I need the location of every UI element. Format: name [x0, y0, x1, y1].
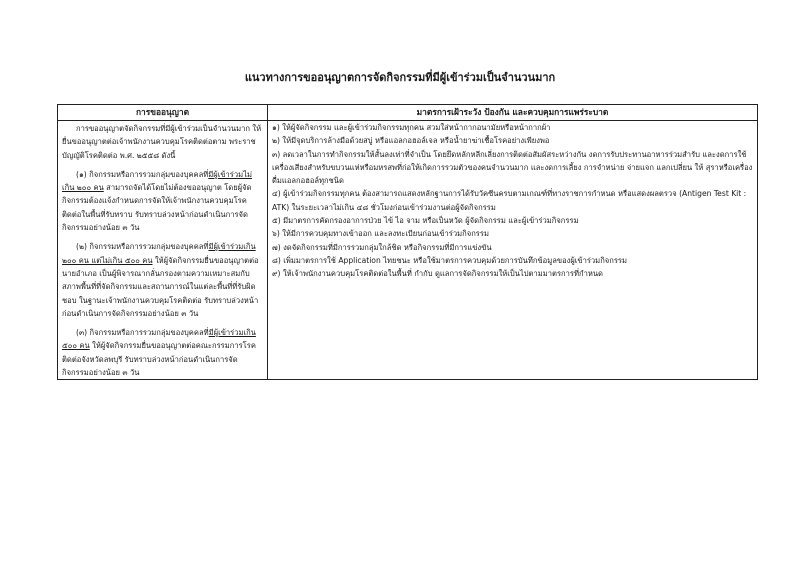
header-permission: การขออนุญาต	[58, 105, 268, 121]
guideline-table	[57, 104, 758, 380]
permission-item-3-limit: มีผู้เข้าร่วมเกิน ๕๐๐ คน	[62, 328, 256, 351]
permission-item-3	[62, 326, 263, 379]
measure-item-3: ๓) ลดเวลาในการทำกิจกรรมให้สั้นลงเท่าที่จำเป็น โดยยึดหลักหลีกเลี่ยงการติดต่อสัมผัสระหว่างกัน งดการรับประทานอาหารร่วมสำรับ และงดการใช้เครื่องเสียงสำหรับขบวนแห่หรือมหรสพที่ก่อให้เกิดการรวมตัวของคนจำนวนมาก และงดการเลี้ยง การจำหน่าย จ่ายแจก แลกเปลี่ยน ให้ สุราหรือเครื่องดื่มแอลกอฮอล์ทุกชนิด	[272, 149, 753, 186]
measure-item-1: ๑) ให้ผู้จัดกิจกรรม และผู้เข้าร่วมกิจกรรมทุกคน สวมใส่หน้ากากอนามัยหรือหน้ากากผ้า	[272, 123, 551, 132]
permission-item-3-post: ให้ผู้จัดกิจกรรมยื่นขออนุญาตต่อคณะกรรมการโรคติดต่อจังหวัดลพบุรี รับทราบล่วงหน้าก่อนดำเนินการจัดกิจกรรมอย่างน้อย ๓ วัน	[62, 341, 256, 378]
table-row	[58, 121, 758, 380]
measure-item-7: ๗) งดจัดกิจกรรมที่มีการรวมกลุ่มใกล้ชิด หรือกิจกรรมที่มีการแข่งขัน	[272, 242, 492, 252]
permission-item-1-limit: มีผู้เข้าร่วมไม่เกิน ๒๐๐ คน	[62, 169, 252, 193]
header-measures: มาตรการเฝ้าระวัง ป้องกัน และควบคุมการแพร่ระบาด	[268, 105, 758, 121]
permission-item-1-pre: (๑) กิจกรรมหรือการรวมกลุ่มของบุคคลที่	[76, 169, 209, 179]
measures-cell	[268, 121, 758, 380]
measure-item-8: ๘) เพิ่มมาตรการใช้ Application ไทยชนะ หรือใช้มาตรการควบคุมด้วยการบันทึกข้อมูลของผู้เข้าร่วมกิจกรรม	[272, 255, 627, 265]
permission-item-2-post: ให้ผู้จัดกิจกรรมยื่นขออนุญาตต่อนายอำเภอ เป็นผู้พิจารณากลั่นกรองตามความเหมาะสมกับสภาพพื้นที่ที่จัดกิจกรรมและสถานการณ์ในแต่ละพื้นที่ที่รับผิดชอบ ในฐานะเจ้าพนักงานควบคุมโรคติดต่อ รับทราบล่วงหน้าก่อนดำเนินการจัดกิจกรรมอย่างน้อย ๓ วัน	[62, 255, 259, 318]
permission-item-1	[62, 168, 263, 234]
permission-item-2	[62, 240, 263, 320]
document-title: แนวทางการขออนุญาตการจัดกิจกรรมที่มีผู้เข้าร่วมเป็นจำนวนมาก	[244, 71, 556, 84]
measure-item-2: ๒) ให้มีจุดบริการล้างมือด้วยสบู่ หรือแอลกอฮอล์เจล หรือน้ำยาฆ่าเชื้อโรคอย่างเพียงพอ	[272, 136, 550, 146]
permission-item-3-pre: (๓) กิจกรรมหรือการรวมกลุ่มของบุคคลที่	[76, 328, 209, 338]
permission-item-2-limit: มีผู้เข้าร่วมเกิน ๒๐๐ คน แต่ไม่เกิน ๕๐๐ คน	[62, 242, 256, 265]
measure-item-9: ๙) ให้เจ้าพนักงานควบคุมโรคติดต่อในพื้นที่ กำกับ ดูแลการจัดกิจกรรมให้เป็นไปตามมาตรการที่กำหนด	[272, 269, 603, 279]
permission-item-2-pre: (๒) กิจกรรมหรือการรวมกลุ่มของบุคคลที่	[76, 242, 209, 252]
measure-item-5: ๕) มีมาตรการคัดกรองอาการป่วย ไข้ ไอ จาม หรือเป็นหวัด ผู้จัดกิจกรรม และผู้เข้าร่วมกิจกรรม	[272, 216, 579, 226]
permission-cell	[58, 121, 268, 380]
permission-item-1-post: สามารถจัดได้โดยไม่ต้องขออนุญาต โดยผู้จัดกิจกรรมต้องแจ้งกำหนดการจัดให้เจ้าพนักงานควบคุมโรคติดต่อในพื้นที่รับทราบ รับทราบล่วงหน้าก่อนดำเนินการจัดกิจกรรมอย่างน้อย ๓ วัน	[62, 183, 252, 233]
measure-item-6: ๖) ให้มีการควบคุมทางเข้าออก และลงทะเบียนก่อนเข้าร่วมกิจกรรม	[272, 229, 489, 239]
table-header-row	[58, 105, 758, 121]
permission-intro: การขออนุญาตจัดกิจกรรมที่มีผู้เข้าร่วมเป็นจำนวนมาก ให้ยื่นขออนุญาตต่อเจ้าพนักงานควบคุมโรคติดต่อตาม พระราชบัญญัติโรคติดต่อ พ.ศ. ๒๕๕๘ ดังนี้	[62, 124, 262, 160]
measure-item-4: ๔) ผู้เข้าร่วมกิจกรรมทุกคน ต้องสามารถแสดงหลักฐานการได้รับวัคซีนครบตามเกณฑ์ที่ทางราชการกำหนด หรือแสดงผลตรวจ (Antigen Test Kit : ATK) ในระยะเวลาไม่เกิน ๔๘ ชั่วโมงก่อนเข้าร่วมงานต่อผู้จัดกิจกรรม	[272, 189, 747, 212]
